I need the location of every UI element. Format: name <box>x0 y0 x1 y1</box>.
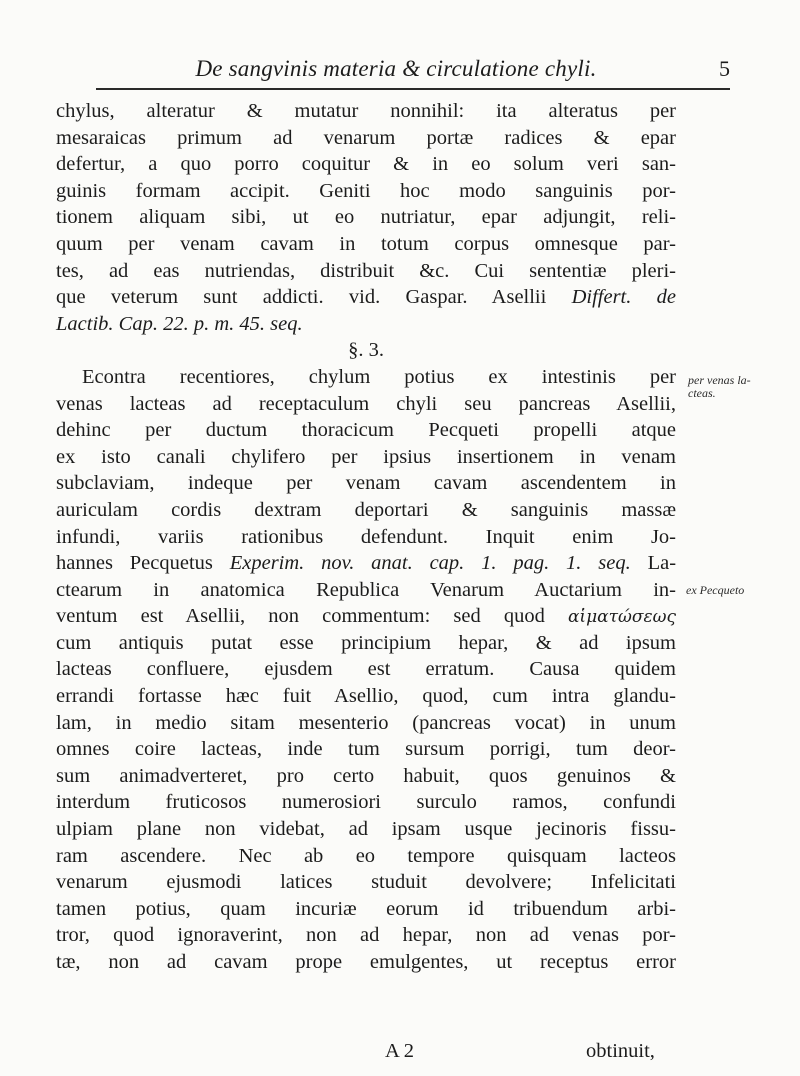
text-line: omnes coire lacteas, inde tum sursum porrigi, tum deor- <box>56 738 676 761</box>
text-line: tæ, non ad cavam prope emulgentes, ut receptus error <box>56 951 676 973</box>
text-line: tionem aliquam sibi, ut eo nutriatur, epar adjungit, reli- <box>56 206 676 229</box>
text-line: chylus, alteratur & mutatur nonnihil: ita alteratus per <box>56 100 676 122</box>
text-line: mesaraicas primum ad venarum portæ radices & epar <box>56 126 676 149</box>
text-line: tamen potius, quam incuriæ eorum id tribuendum arbi- <box>56 897 676 920</box>
text-line: venarum ejusmodi latices studuit devolvere; Infelicitati <box>56 871 676 894</box>
section-mark: §. 3. <box>348 339 384 362</box>
signature-mark: A 2 <box>385 1040 415 1062</box>
body-text <box>56 98 676 976</box>
text-line <box>56 603 676 630</box>
text-line: ctearum in anatomica Republica Venarum Auctarium in- <box>56 578 676 601</box>
text-line <box>56 284 676 311</box>
header-rule <box>96 88 730 91</box>
greek-word: αἱματώσεως <box>567 607 676 628</box>
text-line: interdum fruticosos numerosiori surculo ramos, confundi <box>56 791 676 814</box>
text-line: tror, quod ignoraverint, non ad hepar, non ad venas por- <box>56 924 676 947</box>
text-line: ulpiam plane non videbat, ad ipsam usque jecinoris fissu- <box>56 818 676 841</box>
text-line <box>56 550 676 577</box>
text-line: defertur, a quo porro coquitur & in eo solum veri san- <box>56 153 676 176</box>
text-line: infundi, variis rationibus defendunt. Inquit enim Jo- <box>56 525 676 548</box>
text-line: tes, ad eas nutriendas, distribuit &c. Cui sententiæ pleri- <box>56 259 676 282</box>
text-line: Econtra recentiores, chylum potius ex intestinis per <box>82 365 676 388</box>
text-segment: La- <box>647 552 677 575</box>
text-segment: ventum est Asellii, non commentum: sed quod <box>56 605 545 628</box>
page-number: 5 <box>719 56 730 81</box>
citation-italic: Differt. de <box>571 286 676 309</box>
text-line: sum animadverteret, pro certo habuit, quos genuinos & <box>56 764 676 787</box>
pecquet-citation: Experim. nov. anat. cap. 1. pag. 1. seq. <box>229 552 631 575</box>
text-line: ex isto canali chylifero per ipsius insertionem in venam <box>56 445 676 468</box>
text-line: auriculam cordis dextram deportari & sanguinis massæ <box>56 498 676 521</box>
catchword: obtinuit, <box>586 1040 655 1062</box>
text-segment: hannes Pecquetus <box>56 552 213 575</box>
text-line: venas lacteas ad receptaculum chyli seu pancreas Asellii, <box>56 392 676 415</box>
text-line: subclaviam, indeque per venam cavam ascendentem in <box>56 472 676 495</box>
running-title: De sangvinis materia & circulatione chyli. <box>195 56 597 81</box>
text-line: guinis formam accipit. Geniti hoc modo sanguinis por- <box>56 179 676 202</box>
text-line: lam, in medio sitam mesenterio (pancreas vocat) in unum <box>56 711 676 734</box>
text-line: errandi fortasse hæc fuit Asellio, quod, cum intra glandu- <box>56 685 676 708</box>
text-segment: que veterum sunt addicti. vid. Gaspar. Asellii <box>56 286 547 309</box>
text-line: cum antiquis putat esse principium hepar, & ad ipsum <box>56 631 676 654</box>
marginal-note: ex Pecqueto <box>686 583 745 597</box>
marginal-note-line: per venas la- <box>688 373 751 387</box>
marginal-note <box>688 374 751 400</box>
running-head <box>96 48 730 88</box>
text-line: ram ascendere. Nec ab eo tempore quisquam lacteos <box>56 844 676 867</box>
text-line: lacteas confluere, ejusdem est erratum. Causa quidem <box>56 658 676 681</box>
text-line: quum per venam cavam in totum corpus omnesque par- <box>56 232 676 255</box>
text-line: dehinc per ductum thoracicum Pecqueti propelli atque <box>56 419 676 442</box>
citation-line: Lactib. Cap. 22. p. m. 45. seq. <box>56 312 303 335</box>
marginal-note-line: cteas. <box>688 386 716 400</box>
